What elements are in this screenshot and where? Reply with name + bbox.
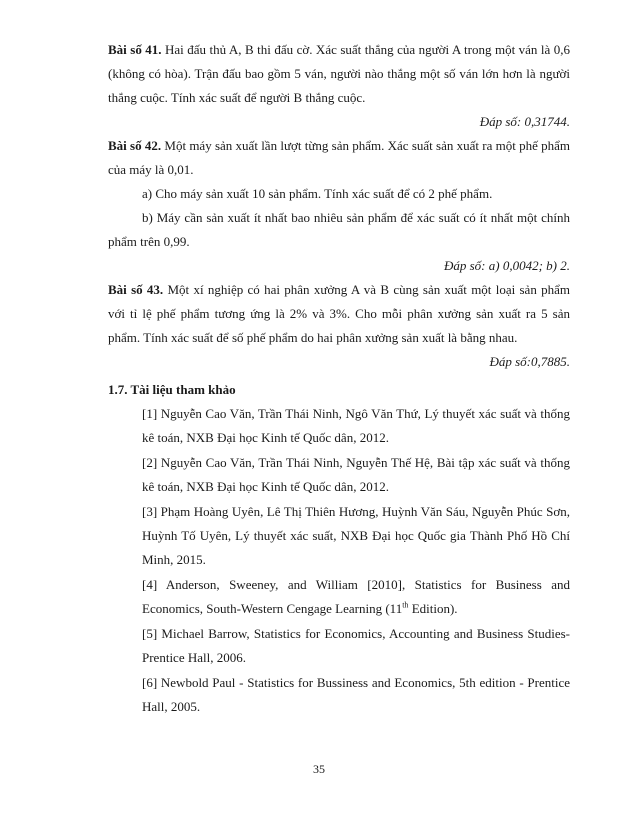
exercise-43-label: Bài số 43. <box>108 282 164 297</box>
reference-5: [5] Michael Barrow, Statistics for Economics, Accounting and Business Studies- Prentice Hall, 2006. <box>142 626 570 665</box>
reference-4-superscript: th <box>402 600 409 610</box>
page-number: 35 <box>313 762 325 776</box>
exercise-41-answer: Đáp số: 0,31744. <box>479 114 570 129</box>
exercise-43 <box>108 278 570 350</box>
reference-6: [6] Newbold Paul - Statistics for Bussiness and Economics, 5th edition - Prentice Hall, 2005. <box>142 675 570 714</box>
exercise-42 <box>108 134 570 182</box>
exercise-42-part-b: b) Máy cần sản xuất ít nhất bao nhiêu sản phẩm để xác suất có ít nhất một chính phẩm trên 0,99. <box>108 210 570 249</box>
section-title-references: 1.7. Tài liệu tham khảo <box>108 382 236 397</box>
exercise-42-answer: Đáp số: a) 0,0042; b) 2. <box>443 258 570 273</box>
exercise-43-text: Một xí nghiệp có hai phân xưởng A và B cùng sản xuất một loại sản phẩm với tỉ lệ phế phẩm tương ứng là 2% và 3%. Cho mỗi phân xưởng sản xuất ra 5 sản phẩm. Tính xác suất để số phế phẩm do hai phân xưởng sản xuất là bằng nhau. <box>108 282 571 345</box>
page-body <box>108 38 570 720</box>
reference-2: [2] Nguyễn Cao Văn, Trần Thái Ninh, Nguyễn Thế Hệ, Bài tập xác suất và thống kê toán, NXB Đại học Kinh tế Quốc dân, 2012. <box>142 455 570 494</box>
exercise-42-label: Bài số 42. <box>108 138 162 153</box>
reference-list <box>142 402 570 719</box>
reference-4-text: [4] Anderson, Sweeney, and William [2010], Statistics for Business and Economics, South-Western Cengage Learning (11 <box>142 577 570 616</box>
reference-4-edition: Edition). <box>408 601 458 616</box>
exercise-43-answer: Đáp số:0,7885. <box>489 354 570 369</box>
reference-1: [1] Nguyễn Cao Văn, Trần Thái Ninh, Ngô Văn Thứ, Lý thuyết xác suất và thống kê toán, NXB Đại học Kinh tế Quốc dân, 2012. <box>142 406 570 445</box>
reference-3: [3] Phạm Hoàng Uyên, Lê Thị Thiên Hương, Huỳnh Văn Sáu, Nguyễn Phúc Sơn, Huỳnh Tố Uyên, Lý thuyết xác suất, NXB Đại học Quốc gia Thành Phố Hồ Chí Minh, 2015. <box>142 504 570 567</box>
exercise-41-label: Bài số 41. <box>108 42 162 57</box>
reference-4 <box>142 573 570 621</box>
exercise-42-part-a: a) Cho máy sản xuất 10 sản phẩm. Tính xác suất để có 2 phế phẩm. <box>142 186 493 201</box>
exercise-42-text: Một máy sản xuất lần lượt từng sản phẩm. Xác suất sản xuất ra một phế phẩm của máy là 0,01. <box>108 138 571 177</box>
exercise-41-text: Hai đấu thủ A, B thi đấu cờ. Xác suất thắng của người A trong một ván là 0,6 (không có hòa). Trận đấu bao gồm 5 ván, người nào thắng một số ván lớn hơn là người thắng cuộc. Tính xác suất để người B thắng cuộc. <box>108 42 570 105</box>
exercise-41 <box>108 38 570 110</box>
